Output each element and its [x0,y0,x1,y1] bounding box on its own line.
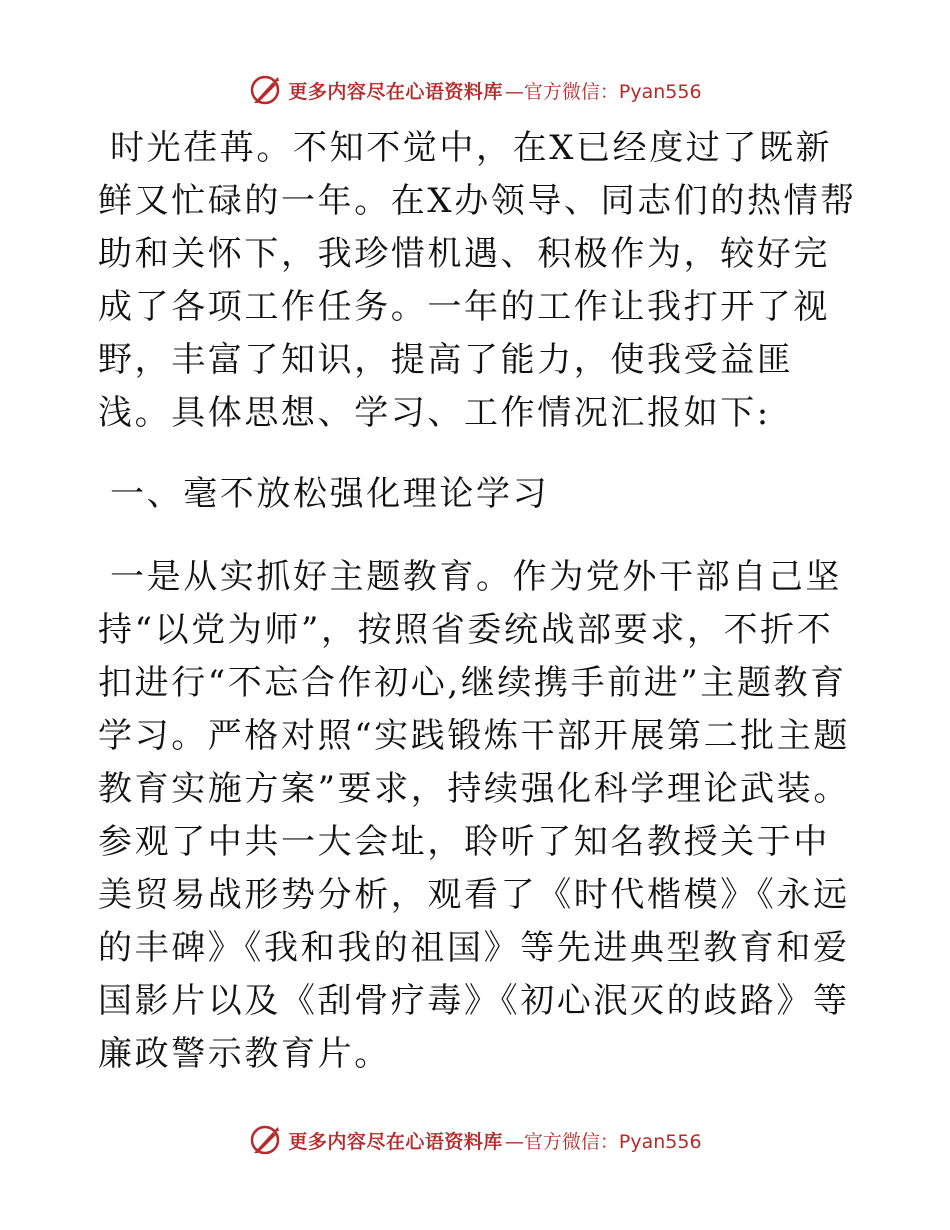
quill-pen-logo-icon [248,1123,282,1157]
quill-pen-logo-icon [248,73,282,107]
document-body [98,122,858,1081]
section-heading: 一、毫不放松强化理论学习 [110,474,550,514]
watermark-brand-text: 更多内容尽在心语资料库 [288,80,503,103]
intro-paragraph: 时光荏苒。不知不觉中，在X已经度过了既新鲜又忙碌的一年。在X办领导、同志们的热情帮助和关怀下，我珍惜机遇、积极作为，较好完成了各项工作任务。一年的工作让我打开了视野，丰富了知识，提高了能力，使我受益匪浅。具体思想、学习、工作情况汇报如下: [98,128,857,433]
watermark-contact-text: —官方微信：Pyan556 [504,1130,702,1153]
body-paragraph: 一是从实抓好主题教育。作为党外干部自己坚持“以党为师”，按照省委统战部要求，不折不扣进行“不忘合作初心,继续携手前进”主题教育学习。严格对照“实践锻炼干部开展第二批主题教育实施方案”要求，持续强化科学理论武装。参观了中共一大会址，聆听了知名教授关于中美贸易战形势分析，观看了《时代楷模》《永远的丰碑》《我和我的祖国》等先进典型教育和爱国影片以及《刮骨疗毒》《初心泯灭的歧路》等廉政警示教育片。 [98,557,850,1074]
footer-watermark-banner [0,1120,950,1160]
header-watermark-banner [0,70,950,110]
watermark-brand-text: 更多内容尽在心语资料库 [288,1130,503,1153]
watermark-contact-text: —官方微信：Pyan556 [504,80,702,103]
